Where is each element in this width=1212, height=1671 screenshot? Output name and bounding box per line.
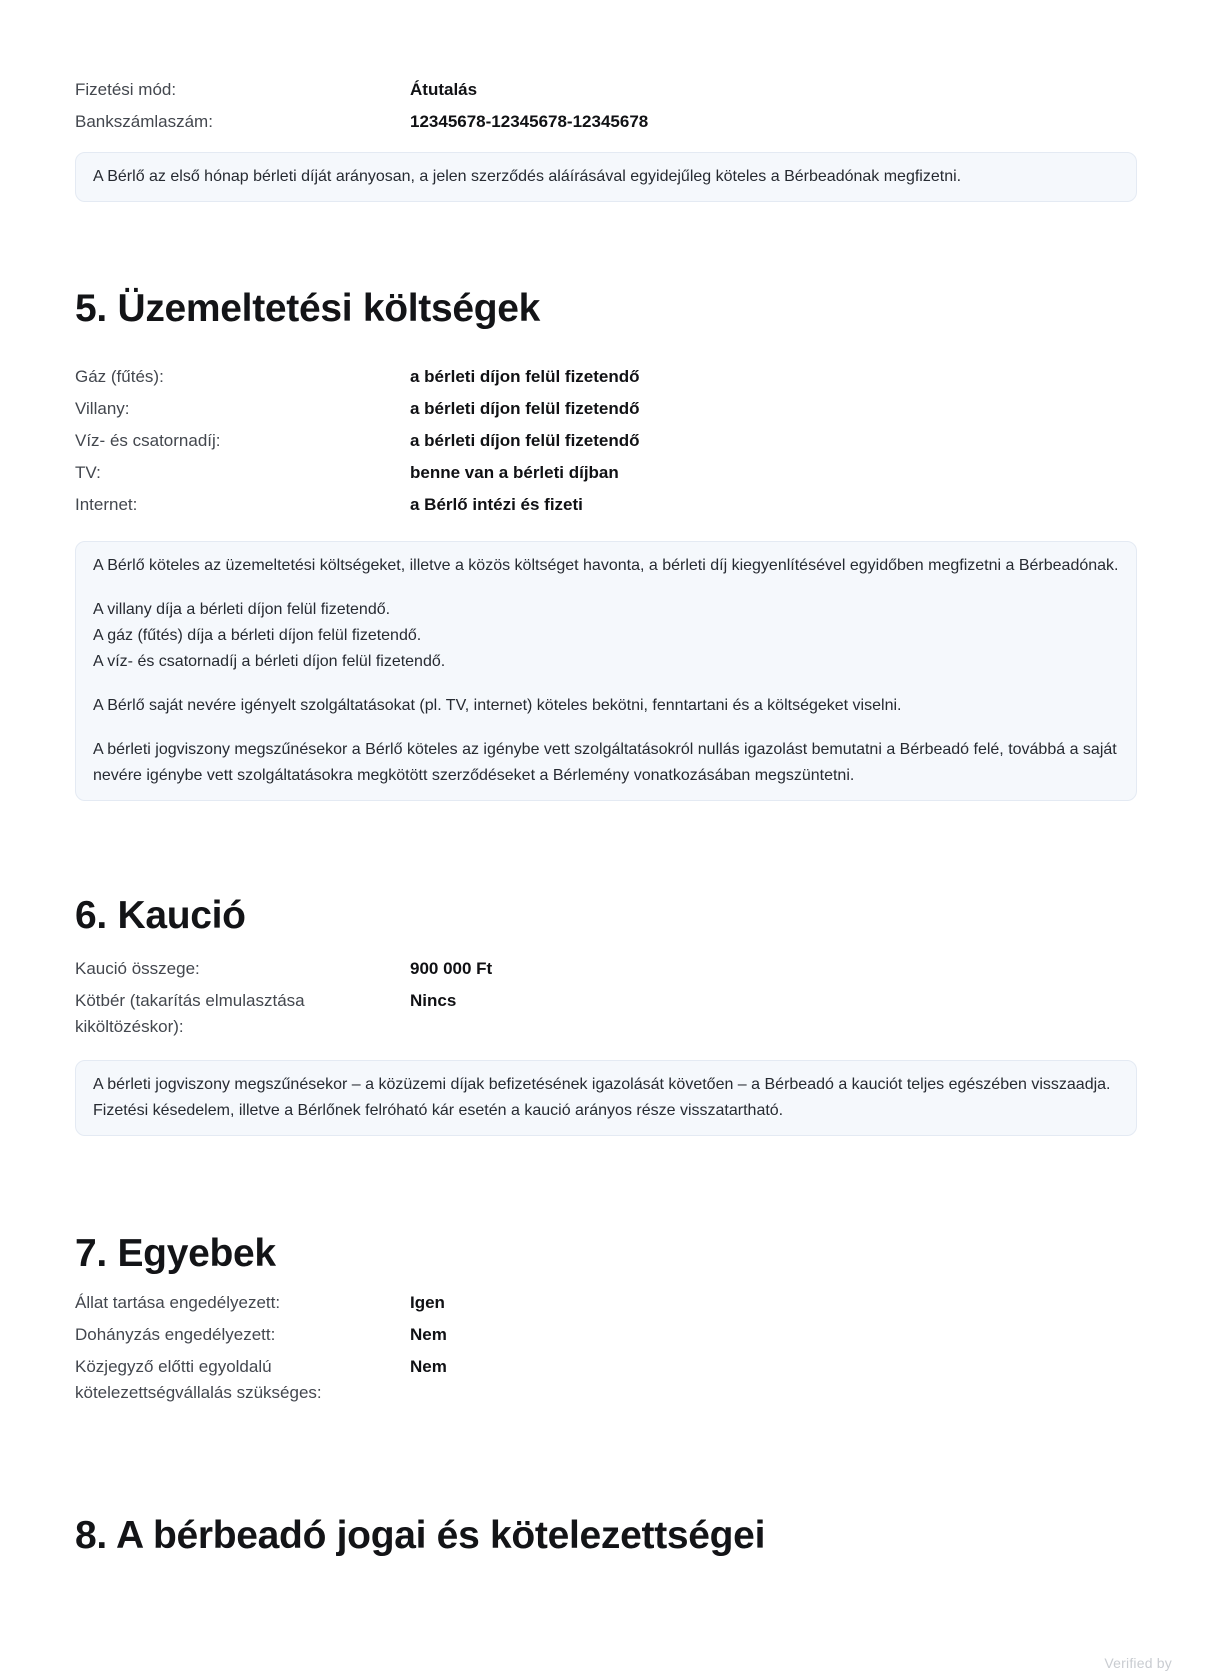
info-paragraph-group (93, 597, 1119, 675)
field-row-electricity (75, 396, 1137, 422)
section-5-heading: 5. Üzemeltetési költségek (75, 287, 541, 330)
field-value: a bérleti díjon felül fizetendő (410, 367, 640, 386)
field-value: Nincs (410, 991, 457, 1010)
field-value: a Bérlő intézi és fizeti (410, 495, 583, 514)
field-row-tv (75, 460, 1137, 486)
operating-costs-info-box (75, 541, 1137, 801)
field-row-payment-method (75, 77, 1137, 103)
field-row-gas (75, 364, 1137, 390)
field-row-notary (75, 1354, 1137, 1406)
field-value: Nem (410, 1357, 447, 1376)
field-label: Gáz (fűtés): (75, 367, 164, 386)
field-row-pets (75, 1290, 1137, 1316)
field-value: 12345678-12345678-12345678 (410, 112, 649, 131)
info-line: A villany díja a bérleti díjon felül fizetendő. (93, 601, 391, 618)
info-line: A gáz (fűtés) díja a bérleti díjon felül fizetendő. (93, 627, 422, 644)
info-paragraph: A Bérlő köteles az üzemeltetési költségeket, illetve a közös költséget havonta, a bérleti díj kiegyenlítésével egyidőben megfizetni a Bérbeadónak. (93, 557, 1119, 574)
info-text: A Bérlő az első hónap bérleti díját arányosan, a jelen szerződés aláírásával egyidejűleg köteles a Bérbeadónak megfizetni. (93, 168, 962, 185)
section-8-heading: 8. A bérbeadó jogai és kötelezettségei (75, 1514, 766, 1557)
field-label: Internet: (75, 495, 138, 514)
field-value: 900 000 Ft (410, 959, 493, 978)
field-value: Igen (410, 1293, 445, 1312)
section-6-fields (75, 956, 1137, 1040)
field-row-internet (75, 492, 1137, 518)
field-label: TV: (75, 463, 101, 482)
field-label: Bankszámlaszám: (75, 112, 213, 131)
info-paragraph: A bérleti jogviszony megszűnésekor a Bérlő köteles az igénybe vett szolgáltatásokról nullás igazolást bemutatni a Bérbeadó felé, továbbá a saját nevére igénybe vett szolgáltatásokra megkötött szerződéseket a Bérlemény vonatkozásában megszüntetni. (93, 741, 1117, 784)
deposit-info-box (75, 1060, 1137, 1136)
field-row-bank-account (75, 109, 1137, 135)
section-5-fields (75, 364, 1137, 518)
field-label: Kaució összege: (75, 959, 200, 978)
field-value: Nem (410, 1325, 447, 1344)
field-label: Víz- és csatornadíj: (75, 431, 221, 450)
field-value: a bérleti díjon felül fizetendő (410, 399, 640, 418)
field-label: Villany: (75, 399, 130, 418)
payment-fields (75, 77, 1137, 135)
field-row-deposit (75, 956, 1137, 982)
section-6-heading: 6. Kaució (75, 894, 246, 937)
watermark-text: Verified by (1104, 1655, 1172, 1671)
field-label: Közjegyző előtti egyoldalú kötelezettségvállalás szükséges: (75, 1357, 322, 1402)
field-value: benne van a bérleti díjban (410, 463, 619, 482)
payment-info-box (75, 152, 1137, 202)
field-label: Fizetési mód: (75, 80, 177, 99)
field-row-smoking (75, 1322, 1137, 1348)
info-line: A víz- és csatornadíj a bérleti díjon felül fizetendő. (93, 653, 446, 670)
section-7-fields (75, 1290, 1137, 1406)
info-paragraph: A Bérlő saját nevére igényelt szolgáltatásokat (pl. TV, internet) köteles bekötni, fenntartani és a költségeket viselni. (93, 697, 902, 714)
field-row-penalty (75, 988, 1137, 1040)
field-label: Dohányzás engedélyezett: (75, 1325, 276, 1344)
field-value: a bérleti díjon felül fizetendő (410, 431, 640, 450)
section-7-heading: 7. Egyebek (75, 1232, 276, 1275)
field-label: Kötbér (takarítás elmulasztása kiköltözéskor): (75, 991, 305, 1036)
field-row-water (75, 428, 1137, 454)
field-label: Állat tartása engedélyezett: (75, 1293, 281, 1312)
field-value: Átutalás (410, 80, 478, 99)
info-text: A bérleti jogviszony megszűnésekor – a közüzemi díjak befizetésének igazolását követően – a Bérbeadó a kauciót teljes egészében visszaadja. Fizetési késedelem, illetve a Bérlőnek felróható kár esetén a kaució arányos része visszatartható. (93, 1076, 1111, 1119)
